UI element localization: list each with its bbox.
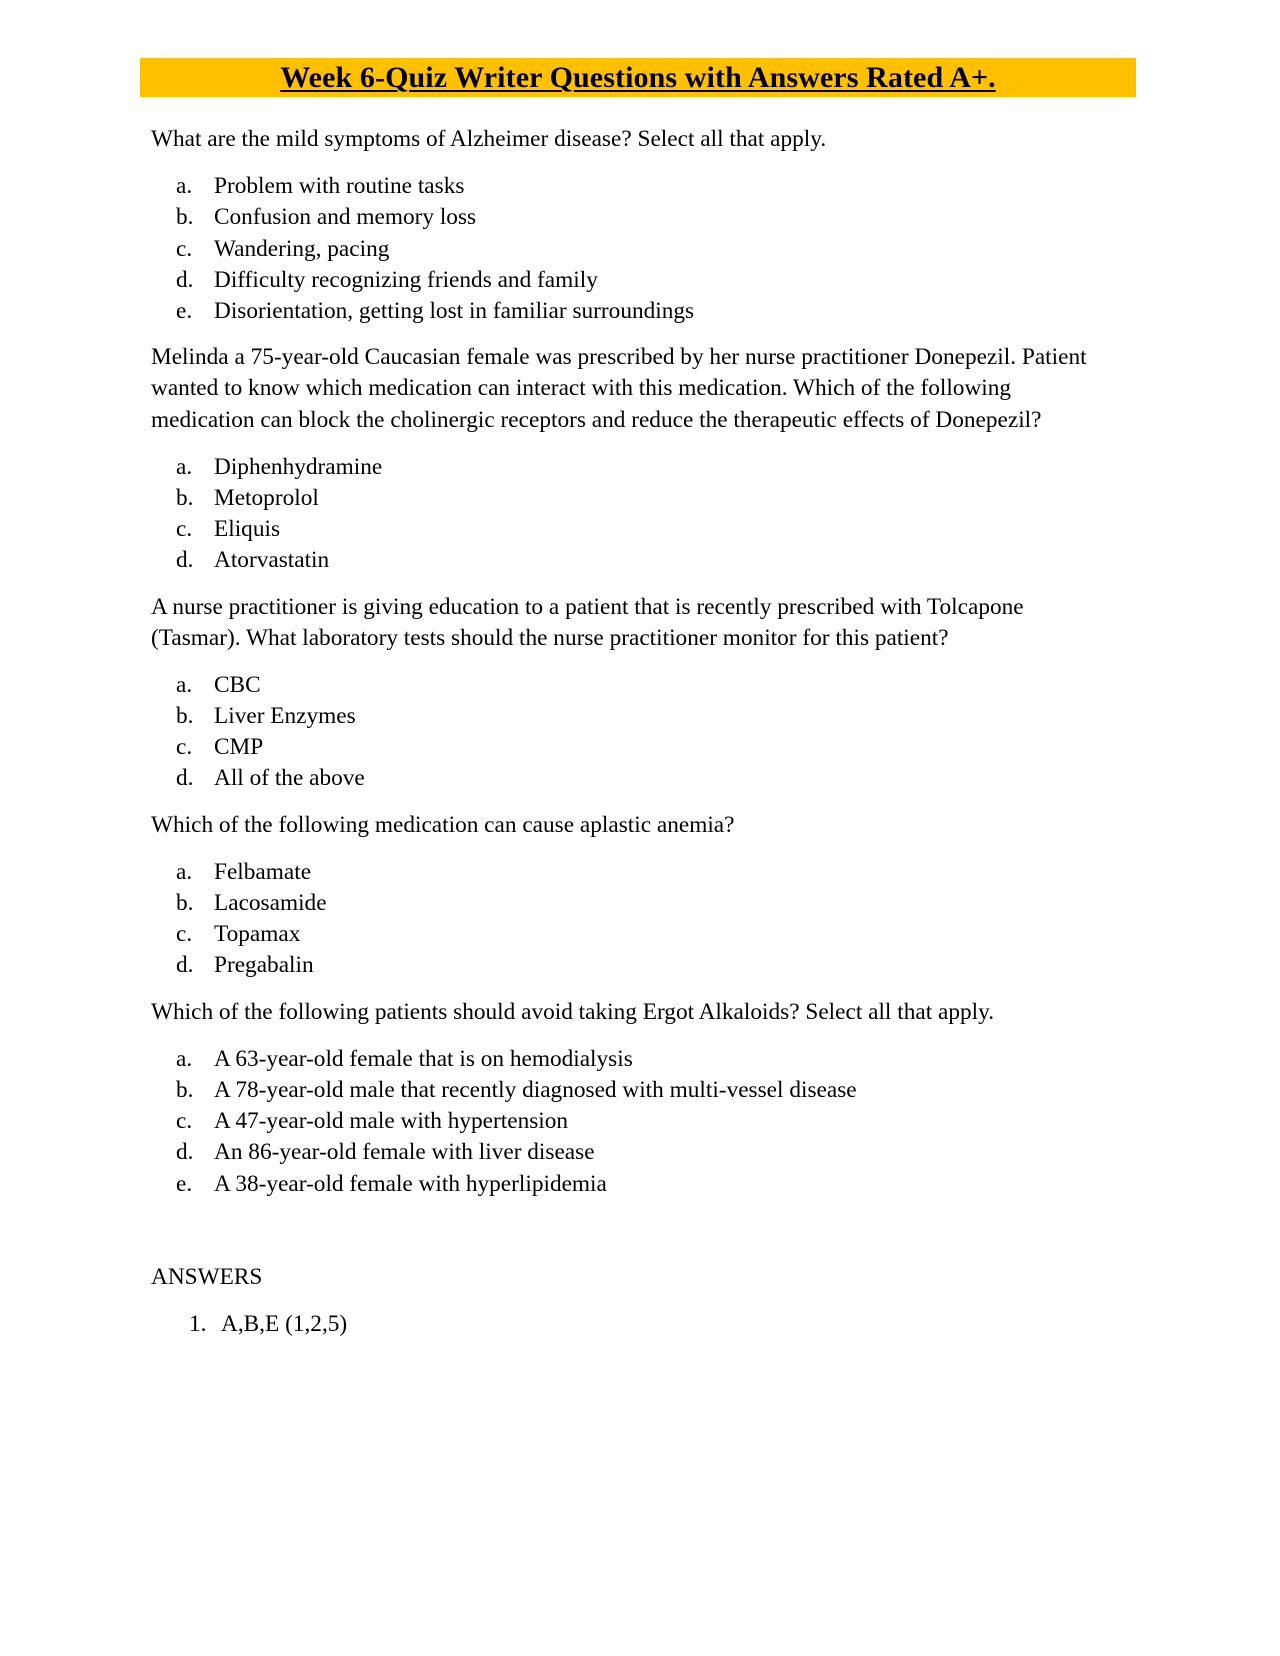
option-letter: d.: [176, 547, 194, 574]
option-item: [151, 888, 1111, 919]
option-text: Eliquis: [214, 516, 281, 543]
document-body: [151, 124, 1111, 1355]
question-text: Which of the following patients should avoid taking Ergot Alkaloids? Select all that apply.: [151, 998, 995, 1025]
question-text: Which of the following medication can cause aplastic anemia?: [151, 811, 735, 838]
title-highlight: [140, 58, 1136, 97]
option-letter: b.: [176, 484, 194, 511]
question-block: [151, 997, 1111, 1200]
option-letter: a.: [176, 671, 193, 698]
option-letter: e.: [176, 1170, 193, 1197]
document-title: Week 6-Quiz Writer Questions with Answers Rated A+.: [280, 61, 996, 94]
answer-text: A,B,E (1,2,5): [221, 1310, 348, 1337]
option-item: [151, 265, 1111, 296]
option-letter: e.: [176, 297, 193, 324]
option-text: Lacosamide: [214, 890, 327, 917]
option-item: [151, 701, 1111, 732]
option-item: [151, 452, 1111, 483]
question-block: [151, 592, 1111, 795]
question-block: [151, 810, 1111, 982]
option-letter: b.: [176, 204, 194, 231]
option-letter: a.: [176, 453, 193, 480]
option-text: Metoprolol: [214, 484, 319, 511]
option-letter: c.: [176, 734, 193, 761]
option-text: Liver Enzymes: [214, 703, 356, 730]
option-text: An 86-year-old female with liver disease: [214, 1139, 595, 1166]
option-list: [151, 857, 1111, 982]
option-text: Difficulty recognizing friends and family: [214, 266, 598, 293]
option-item: [151, 919, 1111, 950]
option-item: [151, 296, 1111, 327]
question-text: What are the mild symptoms of Alzheimer disease? Select all that apply.: [151, 126, 827, 152]
option-item: [151, 1044, 1111, 1075]
option-letter: a.: [176, 858, 193, 885]
question-block: [151, 124, 1111, 327]
option-letter: d.: [176, 266, 194, 293]
answer-item: [151, 1309, 1111, 1340]
option-text: Confusion and memory loss: [214, 204, 477, 231]
option-item: [151, 1137, 1111, 1168]
option-letter: a.: [176, 173, 193, 200]
option-item: [151, 545, 1111, 576]
option-text: Problem with routine tasks: [214, 173, 465, 200]
answers-heading: ANSWERS: [151, 1263, 263, 1290]
option-item: [151, 950, 1111, 981]
option-item: [151, 171, 1111, 202]
option-letter: d.: [176, 765, 194, 792]
option-text: Topamax: [214, 921, 301, 948]
question-text: Melinda a 75-year-old Caucasian female was prescribed by her nurse practitioner Donepezil. Patient wanted to know which medication can interact with this medication. Which of the following medication can block the cholinergic receptors and reduce the therapeutic effects of Donepezil?: [151, 344, 1087, 433]
option-item: [151, 670, 1111, 701]
option-item: [151, 234, 1111, 265]
option-letter: b.: [176, 1077, 194, 1103]
option-list: [151, 171, 1111, 327]
option-item: [151, 763, 1111, 794]
option-text: Felbamate: [214, 858, 312, 885]
spacer: [151, 1215, 1111, 1262]
option-text: Diphenhydramine: [214, 453, 383, 480]
option-letter: d.: [176, 952, 194, 979]
question-block: [151, 342, 1111, 576]
option-item: [151, 1169, 1111, 1200]
option-list: [151, 1044, 1111, 1200]
option-text: CMP: [214, 734, 264, 761]
option-text: Pregabalin: [214, 952, 314, 979]
option-text: Disorientation, getting lost in familiar surroundings: [214, 297, 695, 324]
question-text: A nurse practitioner is giving education to a patient that is recently prescribed with Tolcapone (Tasmar). What laboratory tests should the nurse practitioner monitor for this patient?: [151, 593, 1024, 651]
option-list: [151, 452, 1111, 577]
option-item: [151, 514, 1111, 545]
option-text: A 38-year-old female with hyperlipidemia: [214, 1170, 607, 1197]
option-text: CBC: [214, 671, 261, 698]
option-text: A 78-year-old male that recently diagnosed with multi-vessel disease: [214, 1077, 857, 1103]
option-item: [151, 1106, 1111, 1137]
option-letter: c.: [176, 921, 193, 948]
option-item: [151, 857, 1111, 888]
option-letter: b.: [176, 890, 194, 917]
option-item: [151, 732, 1111, 763]
answers-list: [151, 1309, 1111, 1340]
option-letter: c.: [176, 235, 193, 262]
option-item: [151, 202, 1111, 233]
option-list: [151, 670, 1111, 795]
option-text: All of the above: [214, 765, 365, 792]
option-letter: d.: [176, 1139, 194, 1166]
answers-section: [151, 1262, 1111, 1340]
option-text: A 63-year-old female that is on hemodialysis: [214, 1045, 633, 1072]
option-text: Wandering, pacing: [214, 235, 390, 262]
answer-number: 1.: [189, 1310, 207, 1337]
option-letter: b.: [176, 703, 194, 730]
option-letter: c.: [176, 516, 193, 543]
option-letter: a.: [176, 1045, 193, 1072]
option-letter: c.: [176, 1108, 193, 1135]
option-text: A 47-year-old male with hypertension: [214, 1108, 569, 1135]
option-item: [151, 483, 1111, 514]
option-text: Atorvastatin: [214, 547, 330, 574]
option-item: [151, 1075, 1111, 1106]
